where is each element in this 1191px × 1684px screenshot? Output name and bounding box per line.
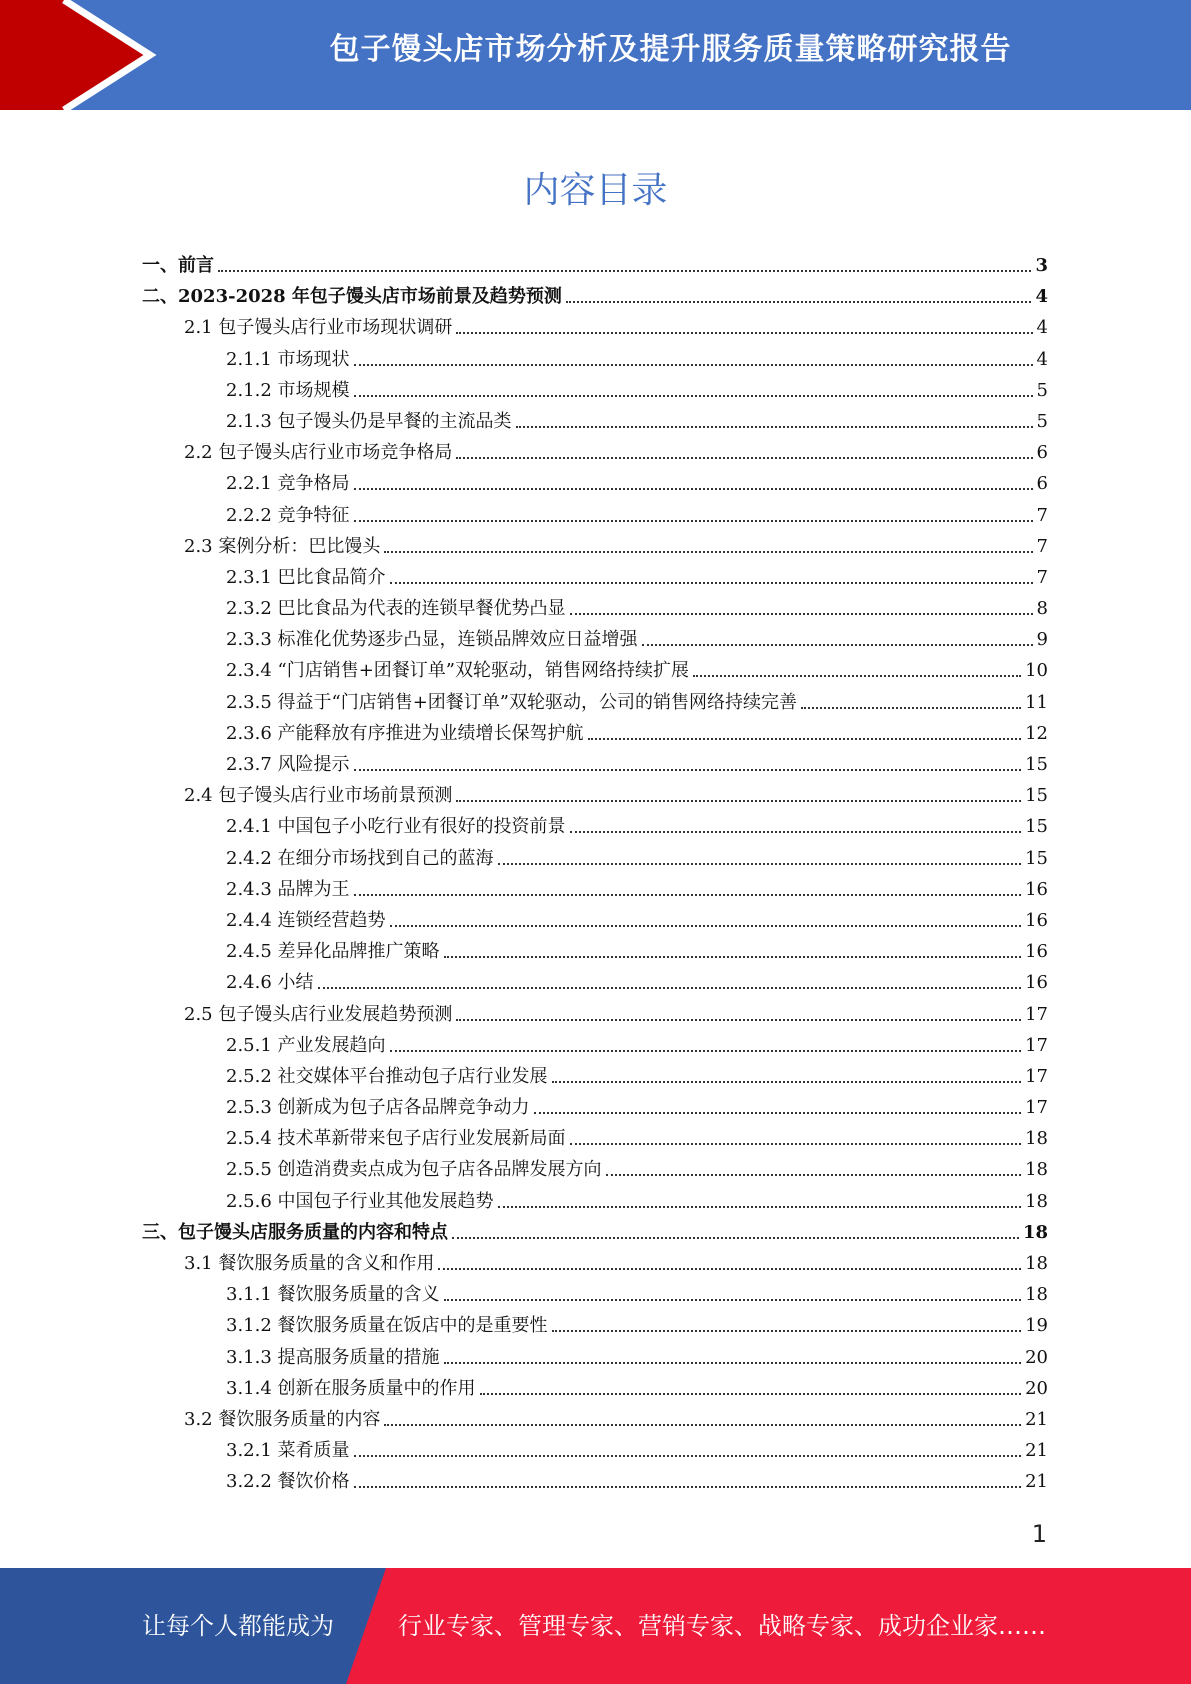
toc-entry[interactable]	[142, 502, 1048, 533]
toc-entry[interactable]	[142, 845, 1048, 876]
toc-entry-page: 15	[1025, 754, 1048, 775]
toc-entry-label: 2.4.2 在细分市场找到自己的蓝海	[226, 847, 494, 869]
toc-entry-page: 18	[1025, 1190, 1048, 1212]
toc-entry-page: 8	[1036, 598, 1048, 620]
toc-entry[interactable]	[142, 470, 1048, 501]
toc-entry-page: 7	[1036, 566, 1048, 588]
toc-dot-leader	[552, 1330, 1022, 1332]
toc-entry[interactable]	[142, 1032, 1048, 1063]
toc-entry-page: 6	[1036, 442, 1048, 464]
toc-entry-label: 2.4.4 连锁经营趋势	[226, 909, 386, 931]
toc-entry[interactable]	[142, 1406, 1048, 1437]
toc-entry[interactable]	[142, 564, 1048, 595]
toc-dot-leader	[390, 1050, 1022, 1052]
toc-dot-leader	[606, 1174, 1022, 1176]
toc-entry-page: 18	[1025, 1159, 1048, 1181]
toc-entry-label: 2.1.1 市场现状	[226, 348, 350, 370]
toc-entry[interactable]	[142, 938, 1048, 969]
toc-entry[interactable]	[142, 1250, 1048, 1281]
toc-entry-page: 18	[1025, 1128, 1048, 1150]
toc-entry-page: 16	[1025, 909, 1048, 931]
toc-dot-leader	[456, 332, 1032, 334]
toc-entry-page: 17	[1025, 1034, 1048, 1056]
toc-entry[interactable]	[142, 1188, 1048, 1219]
toc-entry-label: 2.4.6 小结	[226, 972, 314, 994]
toc-entry-label: 2.2.2 竞争特征	[226, 504, 350, 526]
toc-entry[interactable]	[142, 907, 1048, 938]
toc-dot-leader	[693, 675, 1021, 677]
toc-entry-page: 18	[1025, 1284, 1048, 1306]
toc-entry-label: 2.2.1 竞争格局	[226, 473, 350, 495]
toc-entry[interactable]	[142, 720, 1048, 751]
toc-entry[interactable]	[142, 1437, 1048, 1468]
toc-dot-leader	[218, 270, 1031, 272]
toc-dot-leader	[318, 987, 1022, 989]
toc-entry-page: 7	[1036, 504, 1048, 526]
toc-title: 内容目录	[523, 170, 668, 211]
toc-entry[interactable]	[142, 751, 1048, 782]
toc-dot-leader	[384, 551, 1032, 553]
toc-dot-leader	[354, 520, 1033, 522]
toc-entry[interactable]	[142, 1156, 1048, 1187]
toc-dot-leader	[456, 800, 1021, 802]
toc-entry-page: 11	[1025, 691, 1048, 713]
toc-entry-page: 5	[1036, 379, 1048, 401]
toc-entry-label: 3.2.1 菜肴质量	[226, 1440, 350, 1462]
toc-entry-page: 5	[1036, 410, 1048, 432]
toc-dot-leader	[570, 1143, 1022, 1145]
toc-entry[interactable]	[142, 626, 1048, 657]
toc-entry-label: 2.5.1 产业发展趋向	[226, 1034, 386, 1056]
toc-dot-leader	[354, 364, 1033, 366]
toc-entry-label: 2.3.2 巴比食品为代表的连锁早餐优势凸显	[226, 598, 566, 620]
toc-dot-leader	[498, 863, 1022, 865]
toc-entry-label: 一、前言	[142, 255, 214, 276]
toc-dot-leader	[444, 1299, 1022, 1301]
toc-entry-page: 18	[1025, 1253, 1048, 1274]
toc-entry-label: 3.1.1 餐饮服务质量的含义	[226, 1284, 440, 1306]
toc-entry-label: 3.1.3 提高服务质量的措施	[226, 1346, 440, 1368]
toc-dot-leader	[354, 894, 1022, 896]
toc-entry-label: 2.5.2 社交媒体平台推动包子店行业发展	[226, 1065, 548, 1087]
toc-entry[interactable]	[142, 1063, 1048, 1094]
toc-dot-leader	[552, 1081, 1022, 1083]
toc-dot-leader	[452, 1237, 1019, 1239]
toc-entry-label: 2.3.4 “门店销售+团餐订单”双轮驱动，销售网络持续扩展	[226, 660, 690, 682]
toc-dot-leader	[390, 582, 1033, 584]
toc-entry-page: 6	[1036, 473, 1048, 495]
toc-dot-leader	[354, 1486, 1022, 1488]
toc-entry[interactable]	[142, 657, 1048, 688]
toc-entry-label: 2.2 包子馒头店行业市场竞争格局	[184, 442, 453, 464]
toc-entry-page: 21	[1025, 1408, 1048, 1430]
toc-entry[interactable]	[142, 377, 1048, 408]
toc-entry[interactable]	[142, 314, 1048, 345]
toc-entry-label: 2.5.5 创造消费卖点成为包子店各品牌发展方向	[226, 1159, 602, 1181]
toc-entry-page: 4	[1036, 348, 1048, 370]
footer-slogan-left: 让每个人都能成为	[142, 1612, 334, 1640]
toc-dot-leader	[534, 1112, 1022, 1114]
toc-entry-page: 4	[1036, 317, 1048, 339]
toc-dot-leader	[456, 1019, 1021, 1021]
toc-entry-page: 18	[1022, 1221, 1048, 1243]
toc-entry[interactable]	[142, 969, 1048, 1000]
toc-entry[interactable]	[142, 813, 1048, 844]
toc-entry-page: 21	[1025, 1471, 1048, 1493]
toc-entry-label: 2.5.3 创新成为包子店各品牌竞争动力	[226, 1097, 530, 1119]
toc-dot-leader	[456, 457, 1032, 459]
toc-dot-leader	[390, 925, 1022, 927]
toc-dot-leader	[480, 1393, 1022, 1395]
toc-entry-label: 2.1.2 市场规模	[226, 379, 350, 401]
header-title: 包子馒头店市场分析及提升服务质量策略研究报告	[329, 32, 1012, 67]
toc-dot-leader	[354, 395, 1033, 397]
toc-entry-page: 9	[1036, 629, 1048, 651]
toc-dot-leader	[566, 301, 1032, 303]
toc-entry[interactable]	[142, 689, 1048, 720]
toc-entry[interactable]	[142, 876, 1048, 907]
toc-entry-label: 3.1 餐饮服务质量的含义和作用	[184, 1253, 435, 1274]
toc-entry[interactable]	[142, 1375, 1048, 1406]
toc-dot-leader	[444, 1362, 1022, 1364]
toc-entry-page: 20	[1025, 1377, 1048, 1399]
toc-entry-page: 12	[1025, 722, 1048, 744]
toc-entry-label: 二、2023-2028 年包子馒头店市场前景及趋势预测	[142, 286, 562, 308]
toc-entry-label: 2.4.3 品牌为王	[226, 878, 350, 900]
toc-entry-label: 3.2 餐饮服务质量的内容	[184, 1408, 381, 1430]
page-footer	[0, 1568, 1191, 1684]
toc-entry-label: 2.4.1 中国包子小吃行业有很好的投资前景	[226, 816, 566, 838]
toc-entry-label: 2.3.7 风险提示	[226, 754, 350, 775]
toc-entry[interactable]	[142, 346, 1048, 377]
toc-dot-leader	[801, 707, 1021, 709]
toc-entry-page: 19	[1025, 1315, 1048, 1337]
toc-entry-page: 17	[1025, 1065, 1048, 1087]
toc-entry-label: 3.1.2 餐饮服务质量在饭店中的是重要性	[226, 1315, 548, 1337]
toc-entry[interactable]	[142, 439, 1048, 470]
toc-entry[interactable]	[142, 533, 1048, 564]
toc-entry-page: 16	[1025, 878, 1048, 900]
toc-dot-leader	[438, 1268, 1021, 1270]
toc-dot-leader	[570, 613, 1033, 615]
toc-entry-label: 三、包子馒头店服务质量的内容和特点	[142, 1221, 448, 1243]
toc-entry[interactable]	[142, 595, 1048, 626]
table-of-contents	[142, 252, 1048, 1500]
toc-entry-page: 17	[1025, 1097, 1048, 1119]
toc-entry[interactable]	[142, 1125, 1048, 1156]
toc-entry[interactable]	[142, 1312, 1048, 1343]
toc-dot-leader	[642, 644, 1033, 646]
toc-dot-leader	[384, 1424, 1021, 1426]
toc-entry-page: 20	[1025, 1346, 1048, 1368]
toc-entry[interactable]	[142, 1281, 1048, 1312]
toc-entry-label: 2.4 包子馒头店行业市场前景预测	[184, 785, 453, 807]
toc-entry-page: 4	[1035, 286, 1048, 308]
toc-entry[interactable]	[142, 1468, 1048, 1499]
page-number: 1	[1031, 1520, 1047, 1548]
toc-entry-label: 2.5.6 中国包子行业其他发展趋势	[226, 1190, 494, 1212]
toc-entry[interactable]	[142, 1344, 1048, 1375]
toc-entry-label: 3.1.4 创新在服务质量中的作用	[226, 1377, 476, 1399]
toc-entry-label: 2.5 包子馒头店行业发展趋势预测	[184, 1003, 453, 1025]
toc-entry-label: 2.4.5 差异化品牌推广策略	[226, 941, 440, 963]
toc-entry-label: 2.1 包子馒头店行业市场现状调研	[184, 317, 453, 339]
toc-entry[interactable]	[142, 252, 1048, 283]
toc-entry-page: 21	[1025, 1440, 1048, 1462]
toc-entry-label: 2.3.6 产能释放有序推进为业绩增长保驾护航	[226, 722, 584, 744]
toc-entry-page: 7	[1036, 535, 1048, 557]
toc-entry[interactable]	[142, 408, 1048, 439]
toc-entry-page: 16	[1025, 972, 1048, 994]
toc-dot-leader	[354, 1455, 1022, 1457]
toc-entry[interactable]	[142, 1001, 1048, 1032]
toc-entry-page: 15	[1025, 785, 1048, 807]
toc-dot-leader	[570, 831, 1022, 833]
toc-dot-leader	[354, 488, 1033, 490]
toc-entry-page: 3	[1035, 255, 1048, 276]
toc-dot-leader	[444, 956, 1022, 958]
toc-entry-label: 2.3.1 巴比食品简介	[226, 566, 386, 588]
toc-entry-label: 2.3.3 标准化优势逐步凸显，连锁品牌效应日益增强	[226, 629, 638, 651]
toc-dot-leader	[588, 738, 1022, 740]
toc-dot-leader	[354, 769, 1022, 771]
toc-entry-label: 2.1.3 包子馒头仍是早餐的主流品类	[226, 410, 512, 432]
toc-entry-page: 15	[1025, 847, 1048, 869]
toc-entry-label: 2.5.4 技术革新带来包子店行业发展新局面	[226, 1128, 566, 1150]
toc-entry-page: 17	[1025, 1003, 1048, 1025]
footer-slogan-right: 行业专家、管理专家、营销专家、战略专家、成功企业家……	[398, 1612, 1046, 1640]
page-header	[0, 0, 1191, 110]
toc-entry[interactable]	[142, 1094, 1048, 1125]
toc-entry[interactable]	[142, 283, 1048, 314]
toc-entry-label: 3.2.2 餐饮价格	[226, 1471, 350, 1493]
toc-dot-leader	[516, 426, 1033, 428]
toc-dot-leader	[498, 1206, 1022, 1208]
toc-entry-label: 2.3.5 得益于“门店销售+团餐订单”双轮驱动，公司的销售网络持续完善	[226, 691, 798, 713]
toc-entry-page: 15	[1025, 816, 1048, 838]
toc-entry-page: 16	[1025, 941, 1048, 963]
toc-entry[interactable]	[142, 782, 1048, 813]
toc-entry-page: 10	[1025, 660, 1048, 682]
toc-entry-label: 2.3 案例分析：巴比馒头	[184, 535, 381, 557]
toc-entry[interactable]	[142, 1219, 1048, 1250]
